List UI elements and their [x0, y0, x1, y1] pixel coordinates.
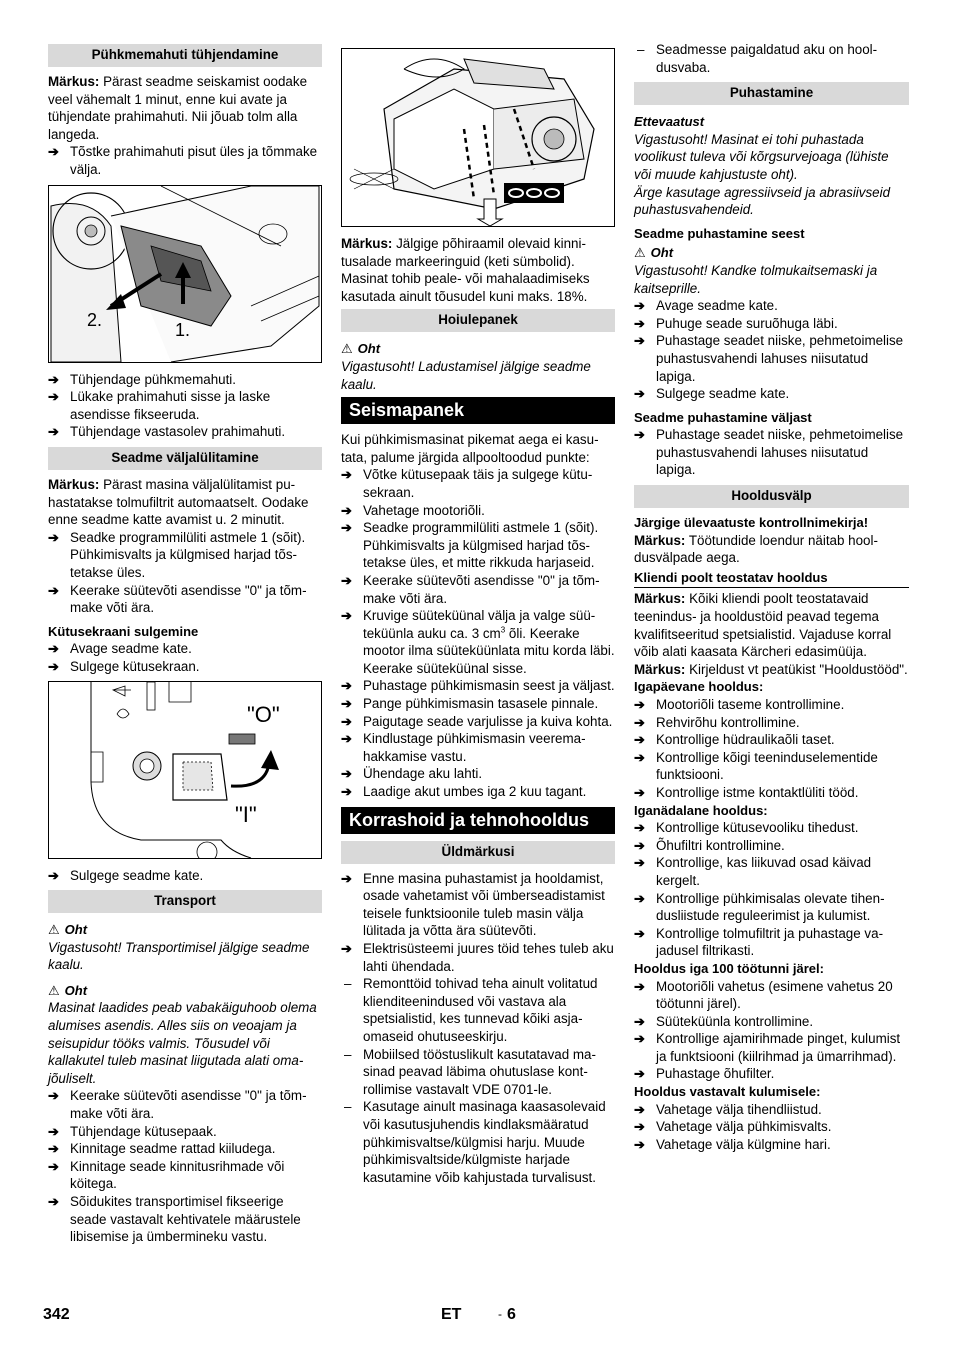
warning-heading: ⚠ Oht	[341, 341, 381, 357]
warning-text: Vigastusoht! Kandke tolmukaitsemaski ja kaitseprille.	[634, 262, 878, 296]
step-item: ➔ Kinnitage seadme rattad kiiludega.	[48, 1140, 322, 1158]
step-item: ➔ Lükake prahimahuti sisse ja laske asendisse fikseeruda.	[48, 388, 322, 423]
warning-triangle-icon: ⚠	[48, 982, 60, 998]
figure-callout-open: "O"	[247, 702, 280, 728]
step-item: ➔ Seadke programmilüliti astmele 1 (sõit). Pühkimisvalts ja külgmised harjad tõstetakse üles, et mitte rikkuda harjaseid.	[341, 519, 615, 572]
step-list	[48, 1087, 322, 1245]
step-item: ➔ Kontrollige, kas liikuvad osad käivad kergelt.	[634, 854, 909, 889]
subheading-customer-maintenance: Kliendi poolt teostatav hooldus	[634, 569, 909, 589]
dash-item: – Remonttöid tohivad teha ainult volitatud klienditeenindused või vastava ala spetsialistid, kes tunnevad kõiki asjaomaseid ohutuseeskirju.	[341, 975, 615, 1045]
section-heading-cleaning: Puhastamine	[634, 82, 909, 105]
step-item: ➔ Vahetage mootoriõli.	[341, 502, 615, 520]
step-item: ➔ Kontrollige ajamirihmade pinget, kulumist ja funktsiooni (kiilrihmad ja ümarrihmad).	[634, 1030, 909, 1065]
column-1	[48, 44, 322, 1246]
figure-hopper-removal	[48, 185, 322, 363]
section-heading-transport: Transport	[48, 890, 322, 913]
step-item: ➔ Avage seadme kate.	[48, 640, 322, 658]
step-list	[634, 426, 909, 479]
step-item: ➔ Tühjendage vastasolev prahimahuti.	[48, 423, 322, 441]
step-item: ➔ Laadige akut umbes iga 2 kuu tagant.	[341, 783, 615, 801]
dash-item: – Kasutage ainult masinaga kaasasolevaid või kasutusjuhendis kindlaksmääratud pühkimisvaltse/külgmisi harju. Muude pühkimisvaltside/külgmiste harjade kasutamine võib kahjustada turvalisust.	[341, 1098, 615, 1186]
caution-heading: Ettevaatust	[634, 114, 705, 130]
step-item: ➔ Pange pühkimismasin tasasele pinnale.	[341, 695, 615, 713]
fuel-tap-illustration	[49, 682, 321, 858]
step-item: ➔ Enne masina puhastamist ja hooldamist, osade vahetamist või ümberseadistamist teisele funktsioonile tuleb masin välja lülitada ja võtta ära süütevõti.	[341, 870, 615, 940]
step-item: ➔ Kontrollige pühkimisalas olevate tihendusliistude reguleerimist ja kulumist.	[634, 890, 909, 925]
subheading-100h: Hooldus iga 100 töötunni järel:	[634, 960, 824, 976]
column-2	[341, 48, 615, 1186]
step-item: ➔ Puhastage seadet niiske, pehmetoimelise puhastusvahendi lahuses niisutatud lapiga.	[634, 332, 909, 385]
hopper-illustration	[49, 186, 321, 362]
note-empty-hopper: Märkus: Pärast seadme seiskamist oodake veel vähemalt 1 minut, enne kui avate ja tühjendate prahimahuti. Nii jõuab tolm alla langeda.	[48, 74, 308, 142]
dash-item: – Mobiilsed tööstuslikult kasutatavad masinad peavad läbima ohutuslase kontrollimise vastavalt VDE 0701-le.	[341, 1046, 615, 1099]
subheading-clean-outside: Seadme puhastamine väljast	[634, 409, 812, 425]
step-item: ➔ Sulgege kütusekraan.	[48, 658, 322, 676]
subheading-daily: Igapäevane hooldus:	[634, 679, 764, 695]
warning-triangle-icon: ⚠	[48, 922, 60, 938]
step-list	[634, 819, 909, 960]
note-interval: Märkus: Töötundide loendur näitab hooldusvälpade aega.	[634, 532, 878, 566]
subheading-checklist: Järgige ülevaatuste kontrollnimekirja!	[634, 515, 869, 531]
step-item: ➔ Avage seadme kate.	[634, 297, 909, 315]
step-item: ➔ Keerake süütevõti asendisse "0" ja tõmmake võti ära.	[341, 572, 615, 607]
section-heading-empty-hopper: Pühkmemahuti tühjendamine	[48, 44, 322, 67]
chapter-heading-care: Korrashoid ja tehnohooldus	[341, 807, 615, 834]
step-item: ➔ Mootoriõli vahetus (esimene vahetus 20 töötunni järel).	[634, 978, 909, 1013]
step-item: ➔ Sulgege seadme kate.	[634, 385, 909, 403]
step-item: ➔ Kinnitage seade kinnitusrihmade või köitega.	[48, 1158, 322, 1193]
page-footer	[0, 1306, 954, 1330]
step-item: ➔ Seadke programmilüliti astmele 1 (sõit). Pühkimisvalts ja külgmised harjad tõstetakse üles.	[48, 529, 322, 582]
note-tie-down: Märkus: Jälgige põhiraamil olevaid kinnitusalade markeeringuid (keti sümbolid). Masinat tohib peale- või mahalaadimiseks kasutada ainult tõusudel kuni maks. 18%.	[341, 236, 590, 304]
step-item: ➔ Kontrollige hüdraulikaõli taset.	[634, 731, 909, 749]
intro-decommission: Kui pühkimismasinat pikemat aega ei kasutata, palume järgida allpooltoodud punkte:	[341, 432, 599, 465]
step-item: ➔ Mootoriõli taseme kontrollimine.	[634, 696, 909, 714]
dash-list	[341, 975, 615, 1186]
dash-item: – Seadmesse paigaldatud aku on hooldusvaba.	[634, 41, 909, 76]
step-list	[48, 143, 322, 178]
subheading-clean-inside: Seadme puhastamine seest	[634, 225, 805, 241]
step-item: ➔ Kontrollige tolmufiltrit ja puhastage vajadusel filtrikasti.	[634, 925, 909, 960]
section-heading-interval: Hooldusvälp	[634, 485, 909, 508]
subheading-weekly: Iganädalane hooldus:	[634, 802, 768, 818]
section-heading-shutdown: Seadme väljalülitamine	[48, 447, 322, 470]
step-item: ➔ Kontrollige kütusevooliku tihedust.	[634, 819, 909, 837]
chain-symbol-icon	[504, 183, 564, 203]
section-heading-general: Üldmärkusi	[341, 841, 615, 864]
step-list	[634, 297, 909, 403]
page-number: 342	[43, 1306, 70, 1323]
step-item: ➔ Tõstke prahimahuti pisut üles ja tõmmake välja.	[48, 143, 322, 178]
warning-heading: ⚠ Oht	[48, 982, 88, 998]
step-item: ➔ Vahetage välja külgmine hari.	[634, 1136, 909, 1154]
warning-text: Masinat laadides peab vabakäiguhoob olema alumises asendis. Alles siis on veoajam ja seisupidur tööks valmis. Tõusudel või kallakutel tuleb masinat liigutada alati omajõuliselt.	[48, 1000, 317, 1086]
step-list	[634, 1101, 909, 1154]
step-item: ➔ Puhastage õhufilter.	[634, 1065, 909, 1083]
warning-heading: ⚠ Oht	[48, 922, 88, 938]
step-list	[341, 870, 615, 976]
subheading-fuel-tap: Kütusekraani sulgemine	[48, 623, 199, 639]
step-item: ➔ Sõidukites transportimisel fikseerige seade vastavalt kehtivatele määrustele libisemise ja ümbermineku vastu.	[48, 1193, 322, 1246]
step-item: ➔ Süüteküünla kontrollimine.	[634, 1013, 909, 1031]
figure-callout-closed: "I"	[235, 802, 257, 828]
step-item: ➔ Elektrisüsteemi juures töid tehes tuleb aku lahti ühendada.	[341, 940, 615, 975]
step-item: ➔ Kindlustage pühkimismasin veeremahakkamise vastu.	[341, 730, 615, 765]
step-item: ➔ Ühendage aku lahti.	[341, 765, 615, 783]
dash-list	[634, 41, 909, 76]
step-list	[48, 371, 322, 441]
step-list	[48, 867, 322, 885]
step-item: ➔ Tühjendage kütusepaak.	[48, 1123, 322, 1141]
step-item: ➔ Õhufiltri kontrollimine.	[634, 837, 909, 855]
section-heading-storage: Hoiulepanek	[341, 309, 615, 332]
step-item: ➔ Puhastage seadet niiske, pehmetoimelise puhastusvahendi lahuses niisutatud lapiga.	[634, 426, 909, 479]
sweeper-illustration	[342, 49, 614, 226]
step-item: ➔ Sulgege seadme kate.	[48, 867, 322, 885]
chapter-heading-decommission: Seismapanek	[341, 397, 615, 424]
step-item: ➔ Vahetage välja pühkimisvalts.	[634, 1118, 909, 1136]
step-item: ➔ Kontrollige kõigi teeninduselementide funktsiooni.	[634, 749, 909, 784]
step-item: ➔ Keerake süütevõti asendisse "0" ja tõmmake võti ära.	[48, 582, 322, 617]
language-code: ET	[441, 1306, 462, 1323]
step-item: ➔ Rehvirõhu kontrollimine.	[634, 714, 909, 732]
note-customer: Märkus: Kõiki kliendi poolt teostatavaid teenindus- ja hooldustöid peavad tegema kvalifitseeritud spetsialistid. Vajaduse korral võib alati kaasata Kärcheri edasimüüja.	[634, 591, 892, 660]
step-item: ➔ Puhastage pühkimismasin seest ja väljast.	[341, 677, 615, 695]
step-list	[48, 640, 322, 675]
step-list	[634, 696, 909, 802]
figure-fuel-tap	[48, 681, 322, 859]
note-shutdown: Märkus: Pärast masina väljalülitamist puhastatakse tolmufiltrit automaatselt. Oodake enne seadme katte avamist u. 2 minutit.	[48, 476, 309, 528]
step-list	[634, 978, 909, 1084]
step-item: ➔ Võtke kütusepaak täis ja sulgege kütusekraan.	[341, 466, 615, 501]
step-item: ➔ Paigutage seade varjulisse ja kuiva kohta.	[341, 713, 615, 731]
caution-text: Ärge kasutage agressiivseid ja abrasiivseid puhastusvahendeid.	[634, 184, 891, 218]
step-item: ➔ Kontrollige istme kontaktlüliti tööd.	[634, 784, 909, 802]
figure-callout: 1.	[175, 319, 191, 340]
warning-triangle-icon: ⚠	[341, 341, 353, 357]
warning-triangle-icon: ⚠	[634, 245, 646, 261]
step-item: ➔ Tühjendage pühkmemahuti.	[48, 371, 322, 389]
caution-text: Vigastusoht! Masinat ei tohi puhastada voolikust tuleva või kõrgsurvejoaga (lühiste või muude kahjustuste oht).	[634, 131, 889, 182]
subheading-wear: Hooldus vastavalt kulumisele:	[634, 1084, 821, 1100]
column-3	[634, 41, 909, 1153]
step-item: ➔ Kruvige süüteküünal välja ja valge süüteküünla auku ca. 3 $cm^3$ õli. Keerake mootor ilma süüteküünlata mitu korda läbi. Keerake süüteküünal sisse.	[341, 607, 615, 677]
warning-text: Vigastusoht! Ladustamisel jälgige seadme kaalu.	[341, 358, 591, 392]
note-reference: Märkus: Kirjeldust vt peatükist "Hooldustööd".	[634, 661, 908, 677]
step-list	[48, 529, 322, 617]
step-list	[341, 466, 615, 800]
step-item: ➔ Keerake süütevõti asendisse "0" ja tõmmake võti ära.	[48, 1087, 322, 1122]
sub-page-number: 6	[507, 1306, 516, 1323]
step-item: ➔ Vahetage välja tihendliistud.	[634, 1101, 909, 1119]
footer-separator: -	[498, 1307, 502, 1321]
warning-heading: ⚠ Oht	[634, 245, 674, 261]
figure-tie-down-points	[341, 48, 615, 227]
warning-text: Vigastusoht! Transportimisel jälgige seadme kaalu.	[48, 939, 310, 973]
step-item: ➔ Puhuge seade suruõhuga läbi.	[634, 315, 909, 333]
figure-callout: 2.	[87, 309, 103, 330]
